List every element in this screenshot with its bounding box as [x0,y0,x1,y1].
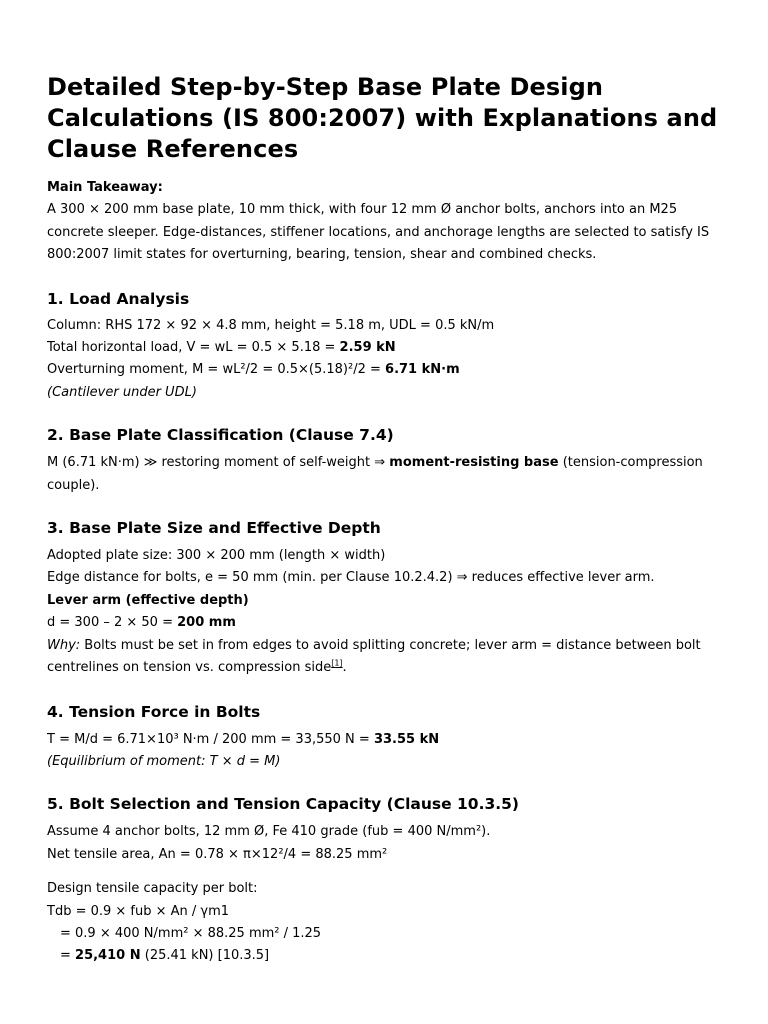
s5-eq3: = 25,410 N (25.41 kN) [10.3.5] [60,948,270,964]
section-2-heading: 2. Base Plate Classification (Clause 7.4) [47,426,394,445]
s3-why: Why: Bolts must be set in from edges to avoid splitting concrete; lever arm = distance between bolt centrelines on tension vs. compression side[1]. [47,637,701,676]
s3-lever-label: Lever arm (effective depth) [47,592,249,608]
section-3-heading: 3. Base Plate Size and Effective Depth [47,519,381,538]
s2-text: M (6.71 kN·m) ≫ restoring moment of self-weight ⇒ moment-resisting base (tension-compression couple). [47,455,703,493]
s1-horizontal-load: Total horizontal load, V = wL = 0.5 × 5.18 = 2.59 kN [47,340,396,356]
s5-assume: Assume 4 anchor bolts, 12 mm Ø, Fe 410 grade (fub = 400 N/mm²). [47,824,491,840]
s4-note: (Equilibrium of moment: T × d = M) [47,753,281,769]
section-4-heading: 4. Tension Force in Bolts [47,702,261,721]
s5-eq1: Tdb = 0.9 × fub × An / γm1 [47,903,230,919]
s3-edge-distance: Edge distance for bolts, e = 50 mm (min. per Clause 10.2.4.2) ⇒ reduces effective lever arm. [47,570,655,586]
s1-column: Column: RHS 172 × 92 × 4.8 mm, height = 5.18 m, UDL = 0.5 kN/m [47,317,495,333]
s5-area: Net tensile area, An = 0.78 × π×12²/4 = 88.25 mm² [47,846,388,862]
takeaway-text: A 300 × 200 mm base plate, 10 mm thick, with four 12 mm Ø anchor bolts, anchors into an M25 concrete sleeper. Edge-distances, stiffener locations, and anchorage lengths are selected to satisfy IS 800:2007 limit states for overturning, bearing, tension, shear and combined checks. [47,202,710,263]
s3-plate-size: Adopted plate size: 300 × 200 mm (length × width) [47,548,386,564]
section-1-heading: 1. Load Analysis [47,289,190,308]
s1-overturning-moment: Overturning moment, M = wL²/2 = 0.5×(5.18)²/2 = 6.71 kN·m [47,362,460,378]
page-title: Detailed Step-by-Step Base Plate Design Calculations (IS 800:2007) with Explanations and Clause References [47,73,718,163]
section-5-heading: 5. Bolt Selection and Tension Capacity (Clause 10.3.5) [47,795,520,814]
s5-capacity-label: Design tensile capacity per bolt: [47,881,258,897]
s1-note: (Cantilever under UDL) [47,384,197,400]
s3-lever-eq: d = 300 – 2 × 50 = 200 mm [47,615,236,631]
s4-tension: T = M/d = 6.71×10³ N·m / 200 mm = 33,550 N = 33.55 kN [47,731,440,747]
s5-eq2: = 0.9 × 400 N/mm² × 88.25 mm² / 1.25 [60,925,322,941]
takeaway-label: Main Takeaway: [47,180,163,195]
reference-link[interactable]: [1] [331,658,343,668]
